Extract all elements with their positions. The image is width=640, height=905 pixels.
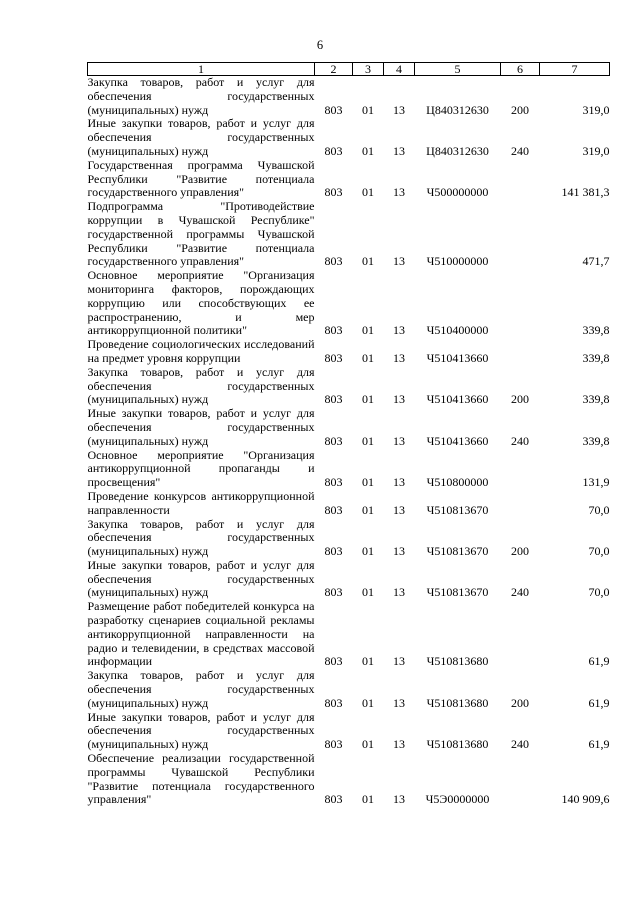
amount: 61,9 (588, 695, 610, 710)
table-row (88, 76, 610, 118)
table-row (88, 200, 610, 269)
item-name: Проведение социологических исследований на предмет уровня коррупции (87, 337, 315, 365)
ministry-code: 803 (324, 502, 343, 517)
expense-type-code (501, 752, 540, 807)
ministry-code: 803 (324, 254, 343, 269)
expense-type-code: 200 (511, 544, 529, 559)
header-col-3: 3 (353, 63, 384, 76)
section-code: 01 (362, 350, 374, 365)
amount: 61,9 (588, 654, 610, 669)
ministry-code: 803 (324, 737, 343, 752)
section-code: 01 (362, 102, 374, 117)
subsection-code: 13 (393, 792, 405, 807)
expense-type-code: 240 (511, 143, 529, 158)
target-article-code: Ц840312630 (426, 102, 489, 117)
ministry-code: 803 (324, 585, 343, 600)
subsection-code: 13 (393, 323, 405, 338)
table-row (88, 752, 610, 807)
section-code: 01 (362, 143, 374, 158)
page-number: 6 (316, 38, 324, 52)
section-code: 01 (362, 502, 374, 517)
target-article-code: Ч510813670 (426, 502, 489, 517)
table-row (88, 159, 610, 200)
target-article-code: Ч510813670 (426, 544, 489, 559)
header-col-4: 4 (384, 63, 415, 76)
table-row (88, 449, 610, 490)
target-article-code: Ч510800000 (426, 475, 489, 490)
table-row (88, 338, 610, 366)
amount: 339,8 (582, 433, 610, 448)
header-col-7: 7 (540, 63, 610, 76)
amount: 471,7 (582, 254, 610, 269)
header-col-2: 2 (315, 63, 353, 76)
section-code: 01 (362, 737, 374, 752)
subsection-code: 13 (393, 143, 405, 158)
target-article-code: Ч510813680 (426, 654, 489, 669)
expense-type-code: 200 (511, 102, 529, 117)
expense-type-code: 200 (511, 392, 529, 407)
item-name: Иные закупки товаров, работ и услуг для обеспечения государственных (муниципальных) нужд (87, 557, 315, 600)
target-article-code: Ч510413660 (426, 433, 489, 448)
ministry-code: 803 (324, 695, 343, 710)
section-code: 01 (362, 585, 374, 600)
amount: 140 909,6 (561, 792, 610, 807)
section-code: 01 (362, 792, 374, 807)
amount: 319,0 (582, 102, 610, 117)
expense-type-code (501, 159, 540, 200)
section-code: 01 (362, 254, 374, 269)
ministry-code: 803 (324, 323, 343, 338)
target-article-code: Ч510413660 (426, 392, 489, 407)
amount: 141 381,3 (561, 185, 610, 200)
ministry-code: 803 (324, 143, 343, 158)
item-name: Государственная программа Чувашской Республики "Развитие потенциала государственного управления" (87, 157, 315, 200)
header-row (88, 63, 610, 76)
table-row (88, 366, 610, 407)
subsection-code: 13 (393, 695, 405, 710)
target-article-code: Ч510813680 (426, 737, 489, 752)
budget-table (87, 62, 610, 807)
ministry-code: 803 (324, 102, 343, 117)
amount: 131,9 (582, 475, 610, 490)
section-code: 01 (362, 695, 374, 710)
table-row (88, 117, 610, 158)
table-row (88, 669, 610, 710)
expense-type-code: 240 (511, 585, 529, 600)
ministry-code: 803 (324, 350, 343, 365)
subsection-code: 13 (393, 102, 405, 117)
amount: 339,8 (582, 323, 610, 338)
target-article-code: Ч510813670 (426, 585, 489, 600)
item-name: Подпрограмма "Противодействие коррупции в Чувашской Республике" государственной программы Чувашской Республики "Развитие потенциала государственного управления" (87, 199, 315, 269)
ministry-code: 803 (324, 475, 343, 490)
subsection-code: 13 (393, 585, 405, 600)
expense-type-code (501, 449, 540, 490)
table-row (88, 407, 610, 448)
subsection-code: 13 (393, 475, 405, 490)
subsection-code: 13 (393, 433, 405, 448)
ministry-code: 803 (324, 792, 343, 807)
subsection-code: 13 (393, 737, 405, 752)
header-col-6: 6 (501, 63, 540, 76)
item-name: Основное мероприятие "Организация антикоррупционной пропаганды и просвещения" (87, 447, 315, 490)
expense-type-code: 200 (511, 695, 529, 710)
subsection-code: 13 (393, 350, 405, 365)
amount: 70,0 (588, 502, 610, 517)
target-article-code: Ч5Э0000000 (425, 792, 490, 807)
item-name: Иные закупки товаров, работ и услуг для обеспечения государственных (муниципальных) нужд (87, 709, 315, 752)
target-article-code: Ч510413660 (426, 350, 489, 365)
header-col-5: 5 (415, 63, 501, 76)
target-article-code: Ч510813680 (426, 695, 489, 710)
expense-type-code (501, 338, 540, 366)
table-row (88, 559, 610, 600)
amount: 319,0 (582, 143, 610, 158)
amount: 70,0 (588, 544, 610, 559)
table-row (88, 518, 610, 559)
subsection-code: 13 (393, 254, 405, 269)
target-article-code: Ч500000000 (426, 185, 489, 200)
header-col-1: 1 (88, 63, 315, 76)
expense-type-code: 240 (511, 433, 529, 448)
item-name: Иные закупки товаров, работ и услуг для обеспечения государственных (муниципальных) нужд (87, 406, 315, 448)
expense-type-code (501, 600, 540, 669)
subsection-code: 13 (393, 654, 405, 669)
target-article-code: Ч510400000 (426, 323, 489, 338)
table-row (88, 600, 610, 669)
target-article-code: Ч510000000 (426, 254, 489, 269)
ministry-code: 803 (324, 654, 343, 669)
amount: 339,8 (582, 350, 610, 365)
item-name: Закупка товаров, работ и услуг для обеспечения государственных (муниципальных) нужд (87, 668, 315, 710)
item-name: Иные закупки товаров, работ и услуг для обеспечения государственных (муниципальных) нужд (87, 116, 315, 158)
ministry-code: 803 (324, 185, 343, 200)
expense-type-code (501, 200, 540, 269)
ministry-code: 803 (324, 544, 343, 559)
item-name: Закупка товаров, работ и услуг для обеспечения государственных (муниципальных) нужд (87, 75, 315, 117)
amount: 70,0 (588, 585, 610, 600)
item-name: Закупка товаров, работ и услуг для обеспечения государственных (муниципальных) нужд (87, 364, 315, 407)
section-code: 01 (362, 392, 374, 407)
subsection-code: 13 (393, 502, 405, 517)
expense-type-code: 240 (511, 737, 529, 752)
subsection-code: 13 (393, 392, 405, 407)
item-name: Обеспечение реализации государственной программы Чувашской Республики "Развитие потенциала государственного управления" (87, 751, 315, 807)
amount: 339,8 (582, 392, 610, 407)
table-row (88, 490, 610, 518)
subsection-code: 13 (393, 544, 405, 559)
amount: 61,9 (588, 737, 610, 752)
expense-type-code (501, 269, 540, 338)
target-article-code: Ц840312630 (426, 143, 489, 158)
item-name: Проведение конкурсов антикоррупционной направленности (87, 488, 315, 517)
section-code: 01 (362, 433, 374, 448)
item-name: Основное мероприятие "Организация мониторинга факторов, порождающих коррупцию или способствующих ее распространению, и мер антикоррупционной политики" (87, 268, 315, 338)
section-code: 01 (362, 185, 374, 200)
expense-type-code (501, 490, 540, 518)
section-code: 01 (362, 544, 374, 559)
item-name: Размещение работ победителей конкурса на разработку сценариев социальной рекламы антикоррупционной направленности на радио и телевидении, в средствах массовой информации (87, 599, 315, 669)
item-name: Закупка товаров, работ и услуг для обеспечения государственных (муниципальных) нужд (87, 516, 315, 559)
section-code: 01 (362, 654, 374, 669)
section-code: 01 (362, 475, 374, 490)
section-code: 01 (362, 323, 374, 338)
ministry-code: 803 (324, 392, 343, 407)
table-row (88, 269, 610, 338)
ministry-code: 803 (324, 433, 343, 448)
subsection-code: 13 (393, 185, 405, 200)
table-row (88, 711, 610, 752)
